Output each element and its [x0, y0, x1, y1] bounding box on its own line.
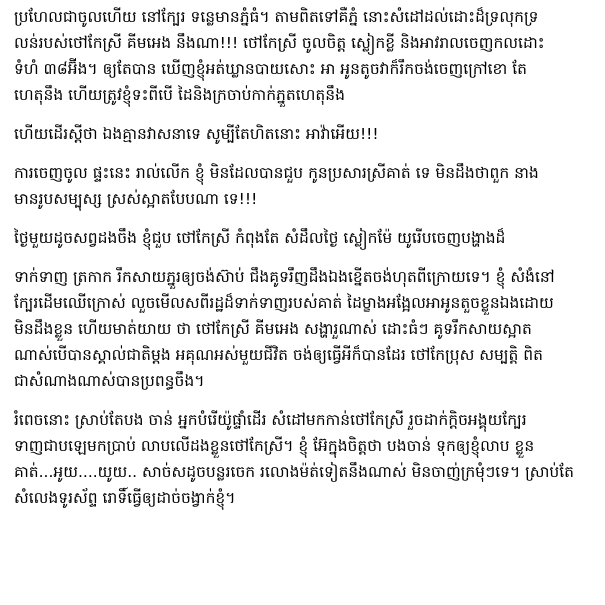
line: សំលេងទូរស័ព្ទ រោទិ៍ធ្វើឲ្យដាច់ចង្វាក់ខ្ញុំ។ — [14, 489, 236, 507]
line: ការចេញចូល ផ្ទះនេះ រាល់លើក ខ្ញុំ មិនដែលបានជួប កូនប្រសារស្រីគាត់ ទេ មិនដឹងថាពួក នាង — [14, 164, 539, 182]
line: រំពេចនោះ ស្រាប់តែបង ចាន់ អ្នកបំរើយ៉ូផ្ទាំដើរ សំដៅមកកាន់ថៅកែស្រី រួចដាក់ក្ដិចអង្គុយក្បែរ — [14, 411, 527, 429]
line: មានរូបសម្បុស្ស ស្រស់ស្អាតបែបណា ទេ!!! — [14, 190, 258, 208]
paragraph-4 — [14, 225, 593, 251]
line: ហើយដើរស្ដីថា ឯងគ្មានវាសនាទេ សូម្បីតែហិតនោះ អាវ៉ាអើយ!!! — [14, 125, 379, 143]
line: មិនដឹងខ្លួន ហើយមាត់យាយ ថា ថៅកែស្រី គីមអេង សង្ហារួណាស់ ដោះធំៗ គូទរឹកសាយស្អាត — [14, 320, 532, 338]
line: ថ្ងៃមួយដូចសព្វដងចឹង ខ្ញុំជួប ថៅកែស្រី កំពុងតែ សំដឹលថ្ងៃ ស្លៀកម៉ែ យូរើបចេញបង្ហាងដ៏ — [14, 229, 506, 247]
line: គាត់...អូយ....យូយ.. សាច់សដូចបន្លរចេក រលោងម៉ត់ទៀតនឹងណាស់ មិនចាញ់ក្រមុំៗទេ។ ស្រាប់តែ — [14, 463, 575, 481]
line: ជាសំណាងណាស់បានប្រពន្ធចឹង។ — [14, 372, 205, 390]
line: ទាក់ទាញ ត្រកាក រឹកសាយភ្នួរឲ្យចង់ស៊ាប់ ជឹងគូទរឹញដឹងឯងខ្នើតចង់ហុតពីក្រោយទេ។ ខ្ញុំ សំងំនៅ — [14, 268, 555, 286]
line: ប្រហែលជាចូលហើយ នៅក្បែរ ទន្លេមានភ្នំធំ។ តាមពិតទៅគឺភ្នំ នោះសំដៅដល់ដោះដ៏ទ្រលុកទ្រ — [14, 8, 539, 26]
paragraph-6 — [14, 407, 593, 511]
line: ណាស់បើបានស្គាល់ជាតិម្ដង អគុណអស់មួយជីវិត ចង់ឲ្យធ្វើអីក៏បានដែរ ថៅកែប្រុស សម្បត្តិ ពិត — [14, 346, 543, 364]
line: ទាញជាបឡេមកប្រាប់ លាបលើដងខ្លួនថៅកែស្រី។ ខ្ញុំ អ៊ែក្នុងចិត្តថា បងចាន់ ទុកឲ្យខ្ញុំលាប ខ្លួន — [14, 437, 535, 455]
paragraph-3 — [14, 160, 593, 212]
line: ក្បែរដើមឈើក្រោស់ លួចមើលសពីរដ្ឋដ៏ទាក់ទាញរបស់គាត់ ដៃម្ខាងអង្អែលអាអូនតួចខ្លួនឯងដោយ — [14, 294, 554, 312]
paragraph-1 — [14, 4, 593, 108]
line: ទំហំ ៣៨អ៊ីង។ ឲ្យតែបាន ឃើញខ្ញុំអត់ឃ្លានបាយសោះ អា អូនតូចវាក៏រឹកចង់ចេញក្រៅខោ តែ — [14, 60, 527, 78]
paragraph-5 — [14, 264, 593, 394]
line: លន់របស់ថៅកែស្រី គីមអេង នឹងណា!!! ថៅកែស្រី ចូលចិត្ត ស្លៀកខ្លី និងអាវរាលចេញកលដោះ — [14, 34, 545, 52]
line: ហេតុនឹង ហើយត្រូវខ្ញុំទះពីបើ ដៃនិងក្រចាប់កាក់ភ្នួតហេតុនឹង — [14, 86, 345, 104]
paragraph-2 — [14, 121, 593, 147]
